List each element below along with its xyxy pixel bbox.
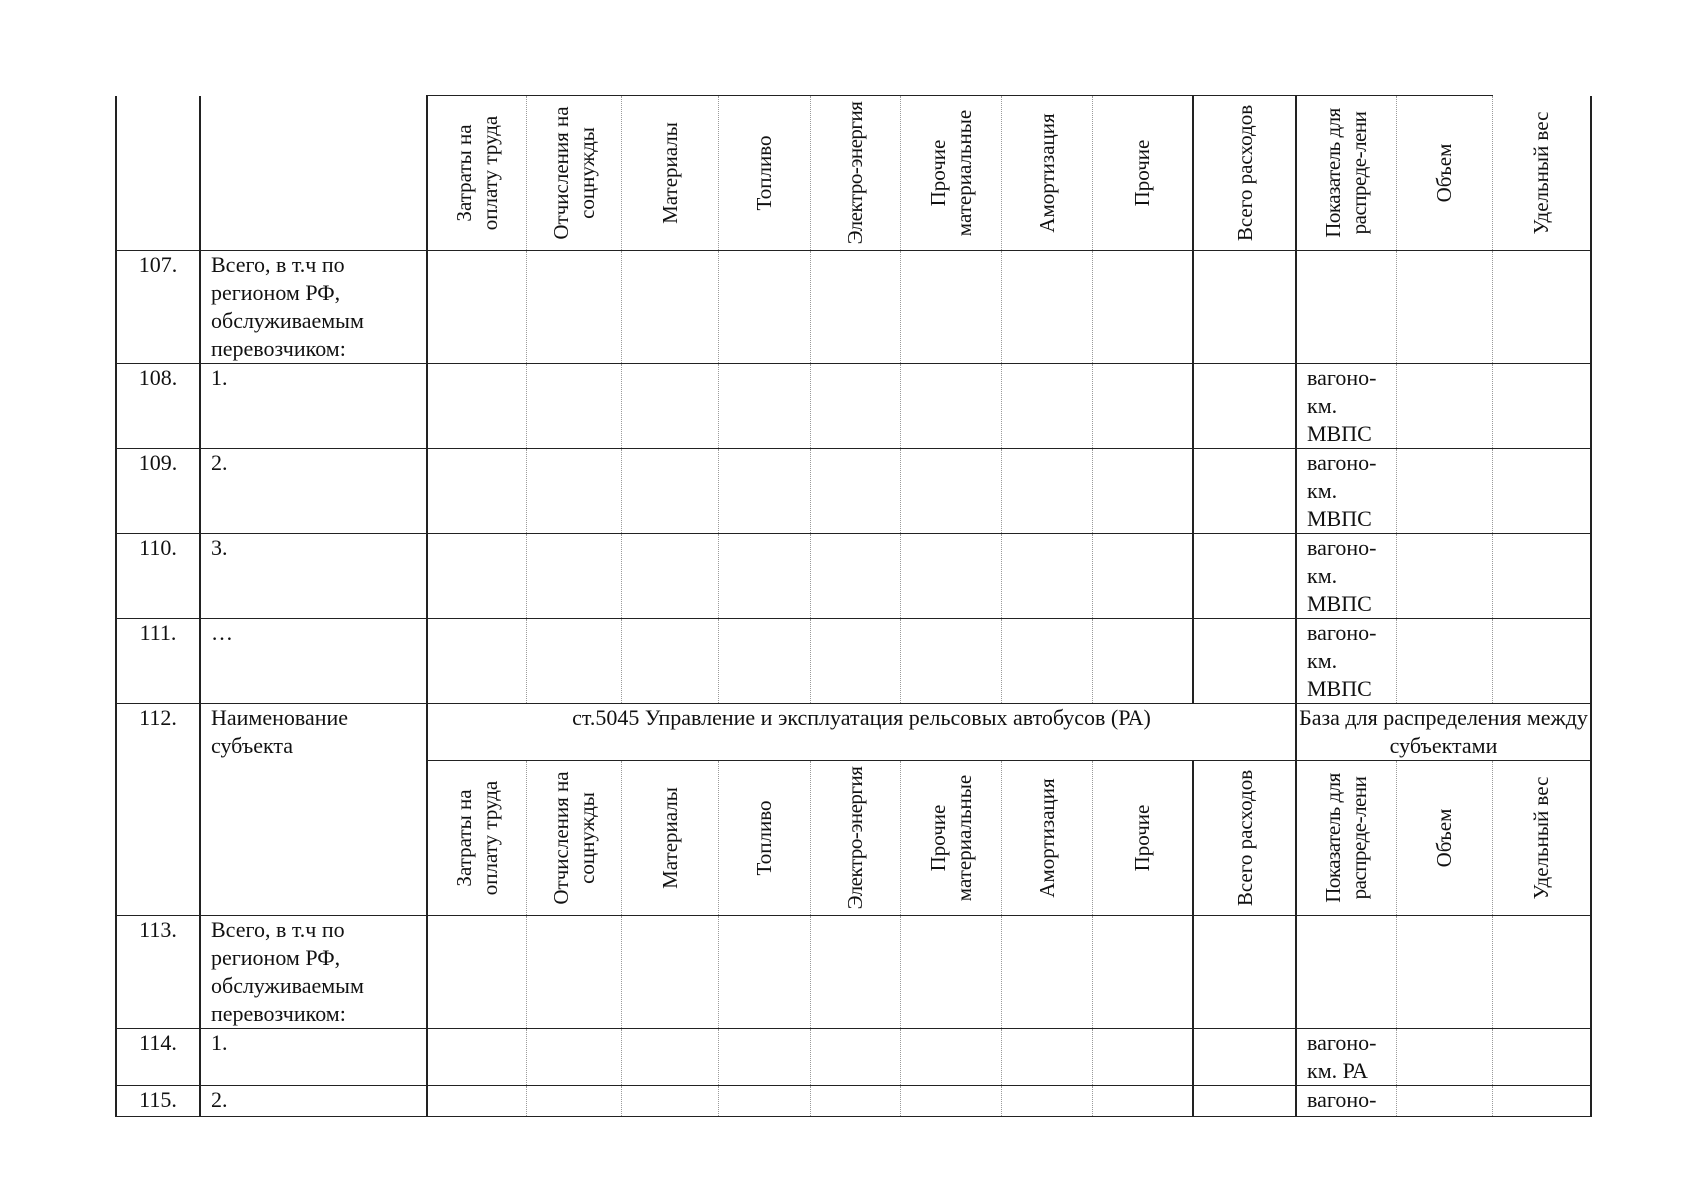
- header-amortization: Амортизация: [1001, 96, 1092, 251]
- row-base: вагоно-км. РА: [1296, 1029, 1396, 1086]
- header-indicator: Показатель для распреде-лени: [1296, 761, 1396, 916]
- row-base: вагоно-км. МВПС: [1296, 449, 1396, 534]
- header-num-cell: [116, 96, 200, 251]
- header-total: Всего расходов: [1193, 761, 1296, 916]
- header-electricity: Электро-энергия: [810, 96, 900, 251]
- header-other-materials: Прочие материальные: [900, 761, 1001, 916]
- section-base-title: База для распределения между субъектами: [1296, 704, 1591, 761]
- header-indicator: Показатель для распреде-лени: [1296, 96, 1396, 251]
- row-name: …: [200, 619, 427, 704]
- header-electricity: Электро-энергия: [810, 761, 900, 916]
- header-other-materials: Прочие материальные: [900, 96, 1001, 251]
- header-materials: Материалы: [621, 96, 718, 251]
- header-num-cell: [116, 761, 200, 916]
- header-materials: Материалы: [621, 761, 718, 916]
- row-number: 109.: [116, 449, 200, 534]
- row-name: 2.: [200, 1086, 427, 1117]
- header-fuel: Топливо: [718, 96, 810, 251]
- table-row: [116, 534, 1591, 619]
- header-name-cell: [200, 96, 427, 251]
- row-base: вагоно-км. МВПС: [1296, 534, 1396, 619]
- section-caption-row: [116, 704, 1591, 761]
- row-base: [1296, 251, 1396, 364]
- table-row: [116, 1086, 1591, 1117]
- header-labor: Затраты на оплату труда: [427, 96, 526, 251]
- row-number: 112.: [116, 704, 200, 761]
- row-number: 113.: [116, 916, 200, 1029]
- row-number: 114.: [116, 1029, 200, 1086]
- row-name: 1.: [200, 1029, 427, 1086]
- header-fuel: Топливо: [718, 761, 810, 916]
- table-row: [116, 251, 1591, 364]
- row-number: 110.: [116, 534, 200, 619]
- row-name: 2.: [200, 449, 427, 534]
- row-name: Всего, в т.ч по регионом РФ, обслуживаемым перевозчиком:: [200, 251, 427, 364]
- header-row-top: [116, 96, 1591, 251]
- header-name-cell: [200, 761, 427, 916]
- table-row: [116, 916, 1591, 1029]
- row-base: [1296, 916, 1396, 1029]
- row-base: вагоно-км. МВПС: [1296, 364, 1396, 449]
- header-volume: Объем: [1396, 96, 1492, 251]
- header-social: Отчисления на соцнужды: [526, 761, 621, 916]
- table-row: [116, 1029, 1591, 1086]
- row-name: Наименование субъекта: [200, 704, 427, 761]
- header-social: Отчисления на соцнужды: [526, 96, 621, 251]
- row-base: вагоно-км. МВПС: [1296, 619, 1396, 704]
- header-volume: Объем: [1396, 761, 1492, 916]
- header-total: Всего расходов: [1193, 96, 1296, 251]
- header-labor: Затраты на оплату труда: [427, 761, 526, 916]
- table-row: [116, 449, 1591, 534]
- section-title: ст.5045 Управление и эксплуатация рельсовых автобусов (РА): [427, 704, 1296, 761]
- document-page: [115, 95, 1590, 1117]
- row-name: 1.: [200, 364, 427, 449]
- row-number: 108.: [116, 364, 200, 449]
- row-base: вагоно-: [1296, 1086, 1396, 1117]
- row-number: 115.: [116, 1086, 200, 1117]
- row-number: 107.: [116, 251, 200, 364]
- table-row: [116, 364, 1591, 449]
- table-row: [116, 619, 1591, 704]
- header-other: Прочие: [1092, 761, 1193, 916]
- header-other: Прочие: [1092, 96, 1193, 251]
- row-name: 3.: [200, 534, 427, 619]
- row-number: 111.: [116, 619, 200, 704]
- cost-distribution-table: [115, 95, 1592, 1117]
- header-row-bottom: [116, 761, 1591, 916]
- header-share: Удельный вес: [1492, 96, 1591, 251]
- header-amortization: Амортизация: [1001, 761, 1092, 916]
- row-name: Всего, в т.ч по регионом РФ, обслуживаемым перевозчиком:: [200, 916, 427, 1029]
- header-share: Удельный вес: [1492, 761, 1591, 916]
